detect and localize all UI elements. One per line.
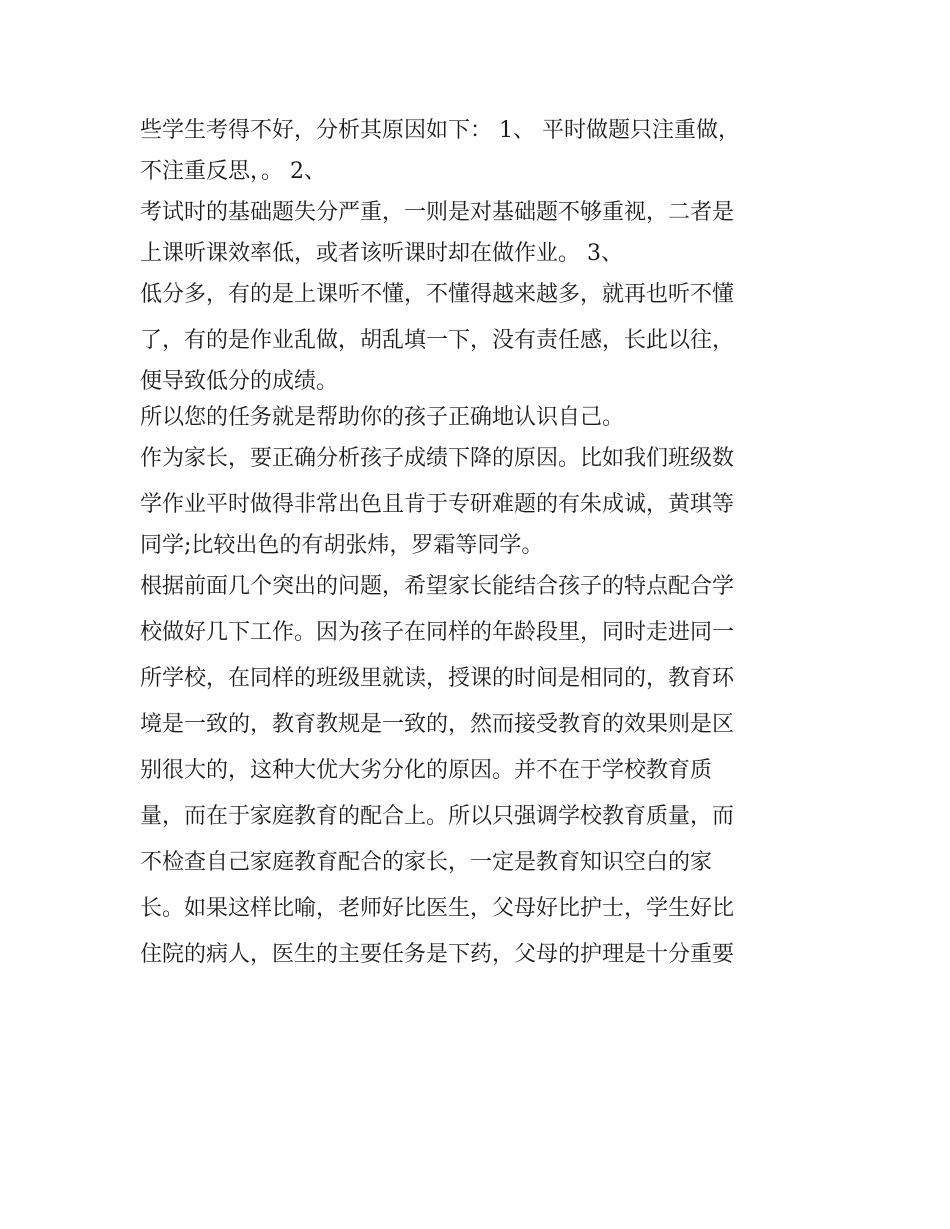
text-line: 考试时的基础题失分严重，一则是对基础题不够重视，二者是 [140,200,735,225]
text-line: 上课听课效率低，或者该听课时却在做作业。 3、 [140,241,623,266]
text-line: 便导致低分的成绩。 [140,369,339,394]
text-line: 低分多，有的是上课听不懂，不懂得越来越多，就再也听不懂 [140,282,735,307]
text-line: 同学;比较出色的有胡张炜，罗霜等同学。 [140,533,544,558]
text-line: 别很大的，这种大优大劣分化的原因。并不在于学校教育质 [140,758,713,783]
text-line: 境是一致的，教育教规是一致的，然而接受教育的效果则是区 [140,712,735,737]
text-line: 校做好几下工作。因为孩子在同样的年龄段里，同时走进同一 [140,620,735,645]
text-line: 些学生考得不好，分析其原因如下： 1、 平时做题只注重做， [140,118,740,143]
text-line: 作为家长，要正确分析孩子成绩下降的原因。比如我们班级数 [140,446,735,471]
text-line: 长。如果这样比喻，老师好比医生，父母好比护士，学生好比 [140,896,735,921]
text-line: 不注重反思，。 2、 [140,159,326,184]
text-line: 量，而在于家庭教育的配合上。所以只强调学校教育质量，而 [140,804,735,829]
text-line: 学作业平时做得非常出色且肯于专研难题的有朱成诚，黄琪等 [140,492,735,517]
text-line: 所学校，在同样的班级里就读，授课的时间是相同的，教育环 [140,666,735,691]
text-line: 不检查自己家庭教育配合的家长，一定是教育知识空白的家 [140,850,713,875]
text-line: 所以您的任务就是帮助你的孩子正确地认识自己。 [140,405,625,430]
text-line: 住院的病人，医生的主要任务是下药，父母的护理是十分重要 [140,942,735,967]
text-line: 了，有的是作业乱做，胡乱填一下，没有责任感，长此以往， [140,328,735,353]
document-body [140,108,820,978]
text-line: 根据前面几个突出的问题，希望家长能结合孩子的特点配合学 [140,574,735,599]
